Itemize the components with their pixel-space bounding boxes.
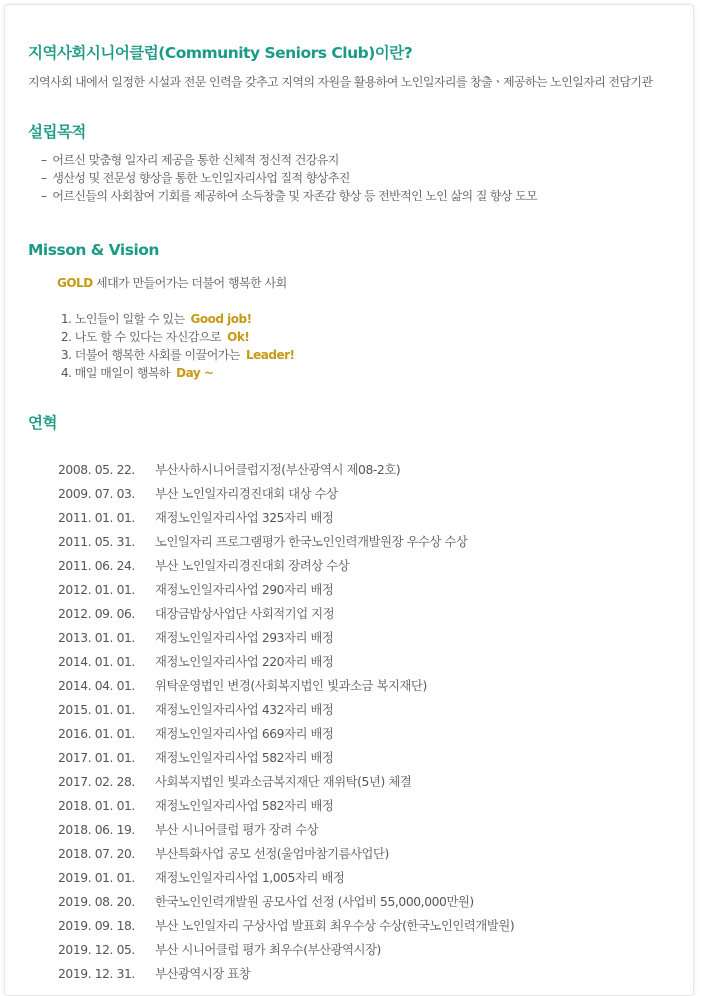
goal-keyword: Leader!: [246, 348, 295, 362]
goal-text: 2. 나도 할 수 있다는 자신감으로: [61, 330, 222, 344]
history-date: 2019. 08. 20.: [58, 895, 135, 909]
mission-statement-text: 세대가 만들어가는 더불어 행복한 사회: [96, 276, 287, 290]
dash-marker: –: [41, 153, 47, 167]
history-row: [58, 917, 514, 941]
intro-title: 지역사회시니어클럽(Community Seniors Club)이란?: [28, 44, 413, 62]
history-row: [58, 605, 514, 629]
history-event: 노인일자리 프로그램평가 한국노인인력개발원장 우수상 수상: [155, 535, 468, 549]
purpose-item: [41, 151, 537, 169]
history-row: [58, 773, 514, 797]
history-event: 사회복지법인 빛과소금복지재단 재위탁(5년) 체결: [155, 775, 412, 789]
history-date: 2017. 02. 28.: [58, 775, 135, 789]
history-list: [58, 461, 514, 989]
history-event: 위탁운영법인 변경(사회복지법인 빛과소금 복지재단): [155, 679, 427, 693]
history-date: 2017. 01. 01.: [58, 751, 135, 765]
history-row: [58, 869, 514, 893]
goal-text: 3. 더불어 행복한 사회를 이끌어가는: [61, 348, 240, 362]
gold-highlight: GOLD: [57, 276, 93, 290]
history-date: 2013. 01. 01.: [58, 631, 135, 645]
history-row: [58, 701, 514, 725]
dash-marker: –: [41, 189, 47, 203]
history-event: 재정노인일자리사업 669자리 배정: [155, 727, 334, 741]
history-date: 2018. 01. 01.: [58, 799, 135, 813]
history-row: [58, 461, 514, 485]
content-card: [4, 4, 694, 996]
history-row: [58, 485, 514, 509]
history-event: 대장금밥상사업단 사회적기업 지정: [155, 607, 335, 621]
history-row: [58, 653, 514, 677]
history-event: 부산 노인일자리 구상사업 발표회 최우수상 수상(한국노인인력개발원): [155, 919, 515, 933]
history-date: 2011. 05. 31.: [58, 535, 135, 549]
history-event: 부산사하시니어클럽지정(부산광역시 제08-2호): [155, 463, 401, 477]
history-event: 재정노인일자리사업 325자리 배정: [155, 511, 334, 525]
history-row: [58, 893, 514, 917]
history-row: [58, 749, 514, 773]
goal-item: [61, 328, 295, 346]
purpose-item-text: 어르신 맞춤형 일자리 제공을 통한 신체적 정신적 건강유지: [52, 153, 339, 167]
goal-item: [61, 364, 295, 382]
history-event: 부산 시니어클럽 평가 최우수(부산광역시장): [155, 943, 381, 957]
history-date: 2014. 04. 01.: [58, 679, 135, 693]
purpose-list: [41, 151, 537, 205]
history-date: 2019. 01. 01.: [58, 871, 135, 885]
history-row: [58, 965, 514, 989]
history-date: 2011. 06. 24.: [58, 559, 135, 573]
history-event: 부산 노인일자리경진대회 대상 수상: [155, 487, 338, 501]
history-date: 2012. 09. 06.: [58, 607, 135, 621]
history-date: 2009. 07. 03.: [58, 487, 135, 501]
history-event: 재정노인일자리사업 293자리 배정: [155, 631, 334, 645]
history-event: 부산광역시장 표창: [155, 967, 251, 981]
history-date: 2016. 01. 01.: [58, 727, 135, 741]
history-title: 연혁: [28, 414, 57, 432]
goal-keyword: Day ~: [176, 366, 214, 380]
history-event: 부산특화사업 공모 선정(울엄마참기름사업단): [155, 847, 389, 861]
history-event: 재정노인일자리사업 220자리 배정: [155, 655, 334, 669]
purpose-item: [41, 169, 537, 187]
history-row: [58, 845, 514, 869]
goal-text: 1. 노인들이 일할 수 있는: [61, 312, 185, 326]
history-row: [58, 725, 514, 749]
dash-marker: –: [41, 171, 47, 185]
history-date: 2018. 06. 19.: [58, 823, 135, 837]
goal-keyword: Ok!: [227, 330, 250, 344]
history-event: 재정노인일자리사업 290자리 배정: [155, 583, 334, 597]
history-event: 재정노인일자리사업 582자리 배정: [155, 799, 334, 813]
purpose-item: [41, 187, 537, 205]
purpose-item-text: 어르신들의 사회참여 기회를 제공하여 소득창출 및 자존감 향상 등 전반적인 노인 삶의 질 향상 도모: [52, 189, 538, 203]
history-event: 부산 시니어클럽 평가 장려 수상: [155, 823, 319, 837]
history-date: 2018. 07. 20.: [58, 847, 135, 861]
history-row: [58, 821, 514, 845]
mission-statement: [57, 274, 287, 291]
history-row: [58, 533, 514, 557]
goal-item: [61, 310, 295, 328]
history-row: [58, 509, 514, 533]
history-row: [58, 797, 514, 821]
history-date: 2019. 09. 18.: [58, 919, 135, 933]
history-date: 2011. 01. 01.: [58, 511, 135, 525]
history-row: [58, 677, 514, 701]
history-row: [58, 629, 514, 653]
history-event: 재정노인일자리사업 432자리 배정: [155, 703, 334, 717]
purpose-title: 설립목적: [28, 123, 86, 141]
history-date: 2012. 01. 01.: [58, 583, 135, 597]
history-row: [58, 557, 514, 581]
history-row: [58, 581, 514, 605]
goal-text: 4. 매일 매일이 행복하: [61, 366, 171, 380]
purpose-item-text: 생산성 및 전문성 향상을 통한 노인일자리사업 질적 향상추진: [52, 171, 350, 185]
history-event: 재정노인일자리사업 1,005자리 배정: [155, 871, 345, 885]
goal-keyword: Good job!: [190, 312, 252, 326]
history-date: 2019. 12. 31.: [58, 967, 135, 981]
history-event: 재정노인일자리사업 582자리 배정: [155, 751, 334, 765]
mission-title: Misson & Vision: [28, 241, 159, 259]
history-date: 2014. 01. 01.: [58, 655, 135, 669]
history-row: [58, 941, 514, 965]
history-event: 부산 노인일자리경진대회 장려상 수상: [155, 559, 350, 573]
history-date: 2019. 12. 05.: [58, 943, 135, 957]
history-date: 2008. 05. 22.: [58, 463, 135, 477]
goal-list: [61, 310, 295, 382]
history-date: 2015. 01. 01.: [58, 703, 135, 717]
goal-item: [61, 346, 295, 364]
history-event: 한국노인인력개발원 공모사업 선정 (사업비 55,000,000만원): [155, 895, 474, 909]
intro-description: 지역사회 내에서 일정한 시설과 전문 인력을 갖추고 지역의 자원을 활용하여 노인일자리를 창출ㆍ제공하는 노인일자리 전담기관: [28, 75, 653, 89]
